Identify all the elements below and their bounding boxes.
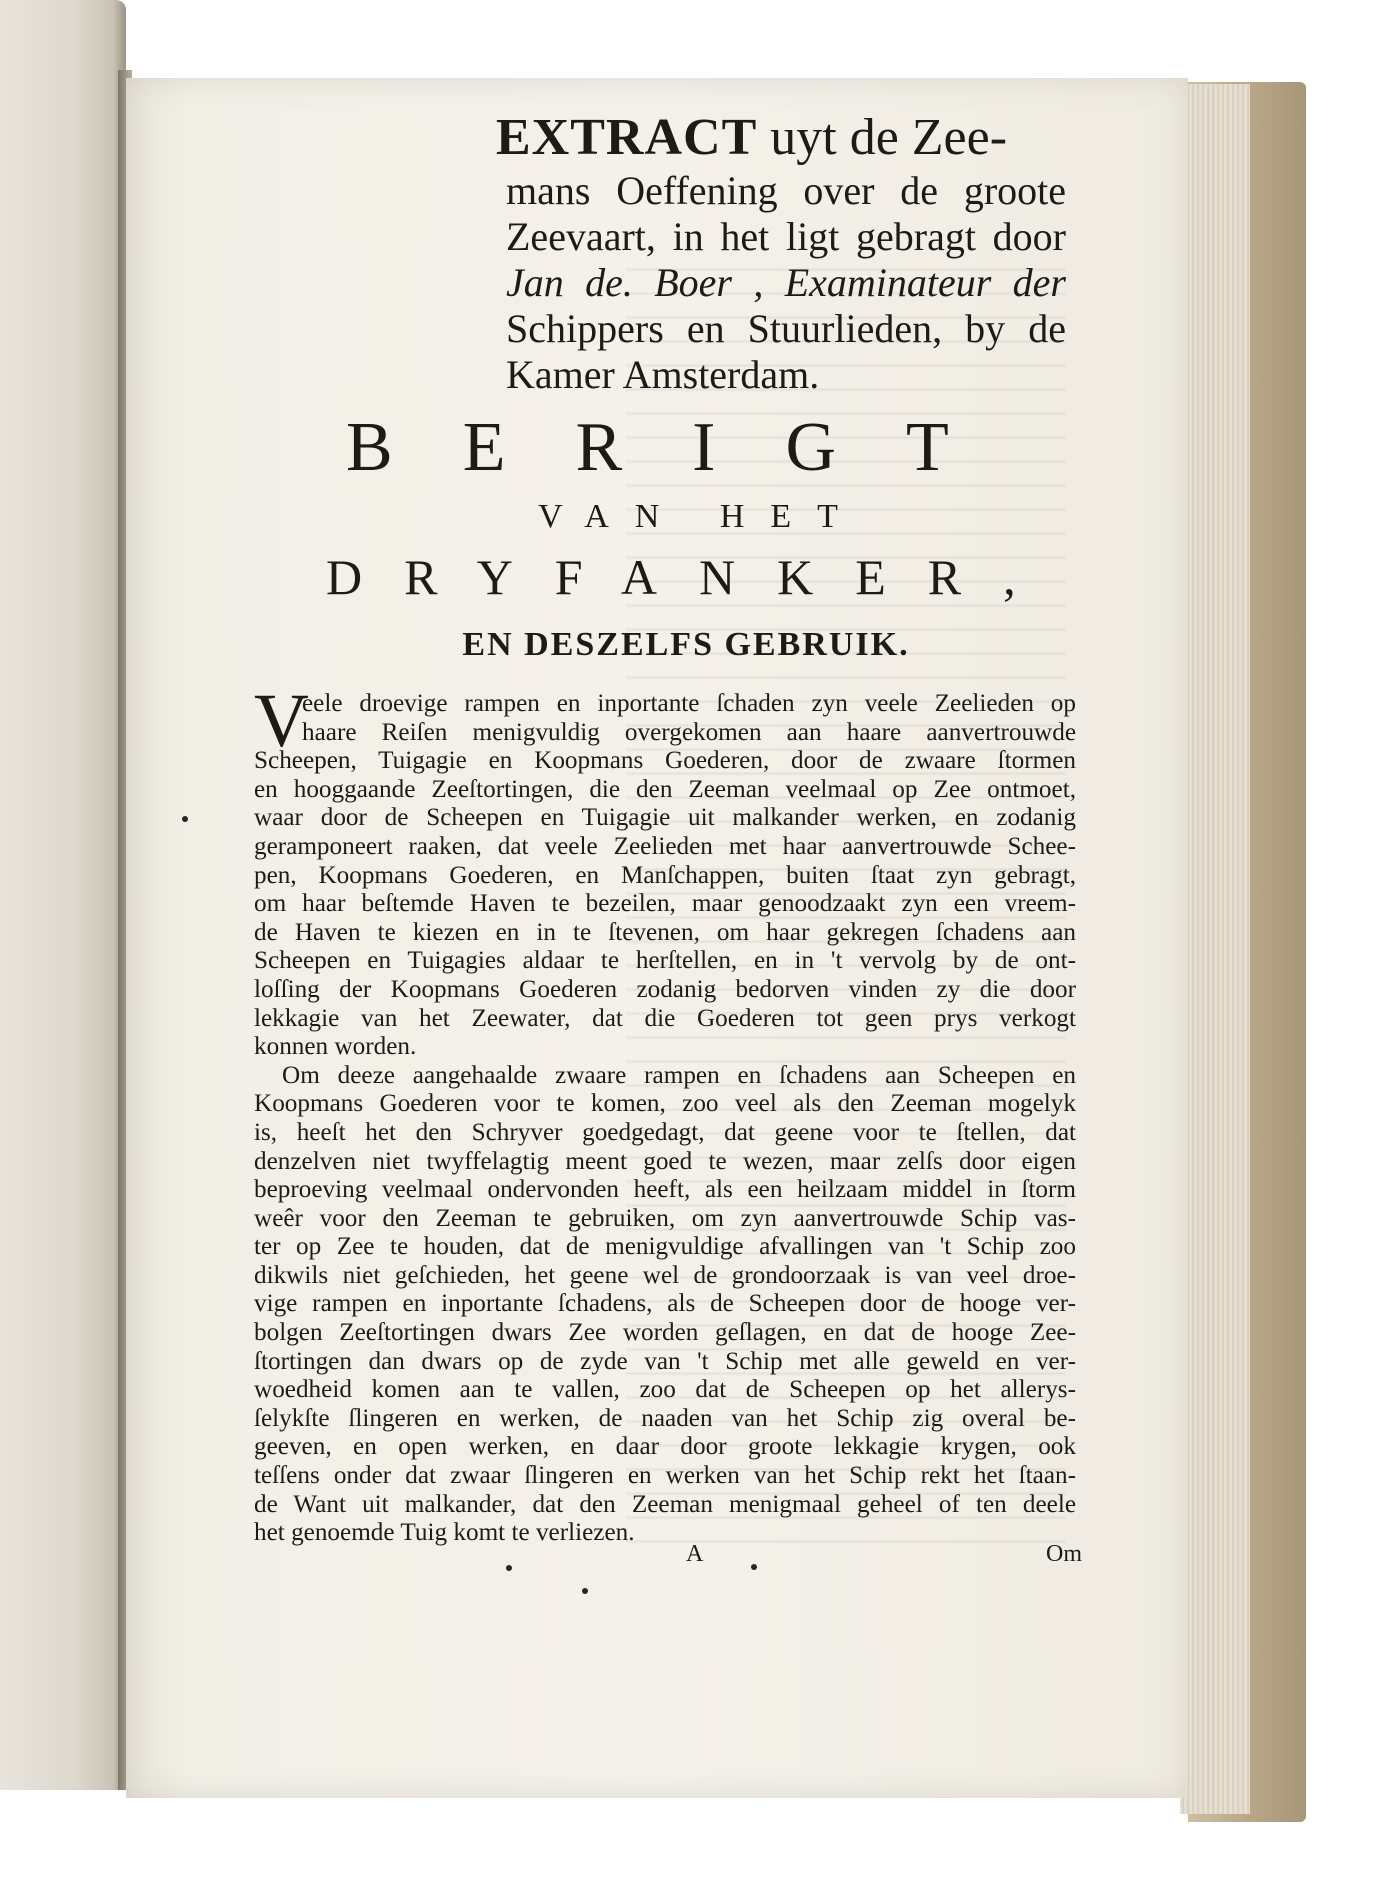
title-van-het: VAN HET	[538, 498, 864, 535]
text-line: Om deeze aangehaalde zwaare rampen en ſchadens aan Scheepen en	[282, 1061, 1076, 1089]
text-line: woedheid komen aan te vallen, zoo dat de Scheepen op het allerys-	[254, 1376, 1076, 1404]
drop-cap: V	[254, 679, 309, 763]
left-page	[0, 0, 126, 1790]
extract-line: Kamer Amsterdam.	[506, 352, 820, 397]
extract-line: mans Oeffening over de groote	[506, 168, 1066, 213]
text-line: Scheepen en Tuigagies aldaar te herſtellen, en in 't vervolg by de ont-	[254, 947, 1076, 975]
text-line: is, heeſt het den Schryver goedgedagt, dat geene voor te ſtellen, dat	[254, 1118, 1076, 1146]
text-line: loſſing der Koopmans Goederen zodanig bedorven vinden zy die door	[254, 975, 1076, 1003]
text-line: teſſens onder dat zwaar ſlingeren en werken van het Schip rekt het ſtaan-	[254, 1462, 1076, 1490]
text-line: Scheepen, Tuigagie en Koopmans Goederen, door de zwaare ſtormen	[254, 747, 1076, 775]
text-line: en hooggaande Zeeſtortingen, die den Zeeman veelmaal op Zee ontmoet,	[254, 775, 1076, 803]
page-edges	[1180, 84, 1250, 1814]
text-line: ſtortingen dan dwars op de zyde van 't Schip met alle geweld en ver-	[254, 1347, 1076, 1375]
text-line: Koopmans Goederen voor te komen, zoo veel als den Zeeman mogelyk	[254, 1090, 1076, 1118]
signature-mark: A	[686, 1541, 704, 1567]
text-line: waar door de Scheepen en Tuigagie uit malkander werken, en zodanig	[254, 804, 1076, 832]
text-line: beproeving veelmaal ondervonden heeft, als een heilzaam middel in ſtorm	[254, 1176, 1076, 1204]
extract-heading	[496, 108, 1066, 398]
text-line: denzelven niet twyffelagtig meent goed te wezen, maar zelſs door eigen	[254, 1147, 1076, 1175]
ink-speck	[506, 1565, 512, 1571]
text-line: pen, Koopmans Goederen, en Manſchappen, buiten ſtaat zyn gebragt,	[254, 861, 1076, 889]
text-line: de Want uit malkander, dat den Zeeman menigmaal geheel of ten deele	[254, 1490, 1076, 1518]
body-text	[254, 690, 1076, 1548]
book-page	[126, 78, 1188, 1798]
text-line: bolgen Zeeſtortingen dwars Zee worden geſlagen, en dat de hooge Zee-	[254, 1319, 1076, 1347]
text-line: dikwils niet geſchieden, het geene wel de grondoorzaak is van veel droe-	[254, 1261, 1076, 1289]
text-line: eele droevige rampen en inportante ſchaden zyn veele Zeelieden op	[302, 690, 1076, 717]
title-dryfanker: DRYFANKER,	[326, 549, 1058, 605]
ink-speck	[751, 1564, 757, 1570]
text-line: het genoemde Tuig komt te verliezen.	[254, 1519, 635, 1547]
ink-speck	[582, 1588, 588, 1594]
text-line: geeven, en open werken, en daar door groote lekkagie krygen, ook	[254, 1433, 1076, 1461]
text-line: haare Reiſen menigvuldig overgekomen aan haare aanvertrouwde	[302, 718, 1076, 746]
ink-speck	[182, 816, 188, 822]
text-line: ſelykſte ſlingeren en werken, de naaden van het Schip zig overal be-	[254, 1404, 1076, 1432]
text-line: weêr voor den Zeeman te gebruiken, om zyn aanvertrouwde Schip vas-	[254, 1204, 1076, 1232]
text-line: konnen worden.	[254, 1033, 417, 1061]
extract-line: Zeevaart, in het ligt gebragt door	[506, 214, 1066, 259]
text-line: ter op Zee te houden, dat de menigvuldige afvallingen van 't Schip zoo	[254, 1233, 1076, 1261]
extract-line-1: EXTRACT uyt de Zee-	[496, 109, 1008, 166]
text-line: geramponeert raaken, dat veele Zeelieden met haar aanvertrouwde Schee-	[254, 832, 1076, 860]
text-line: vige rampen en inportante ſchadens, als de Scheepen door de hooge ver-	[254, 1290, 1076, 1318]
title-berigt: BERIGT	[346, 409, 1019, 486]
text-line: lekkagie van het Zeewater, dat die Goederen tot geen prys verkogt	[254, 1004, 1076, 1032]
title-subtitle: EN DESZELFS GEBRUIK.	[462, 626, 910, 663]
text-line: de Haven te kiezen en in te ſtevenen, om haar gekregen ſchadens aan	[254, 918, 1076, 946]
extract-line: Jan de. Boer , Examinateur der	[506, 260, 1066, 305]
catchword: Om	[1046, 1541, 1082, 1567]
text-line: om haar beſtemde Haven te bezeilen, maar genoodzaakt zyn een vreem-	[254, 890, 1076, 918]
extract-line: Schippers en Stuurlieden, by de	[506, 306, 1066, 351]
